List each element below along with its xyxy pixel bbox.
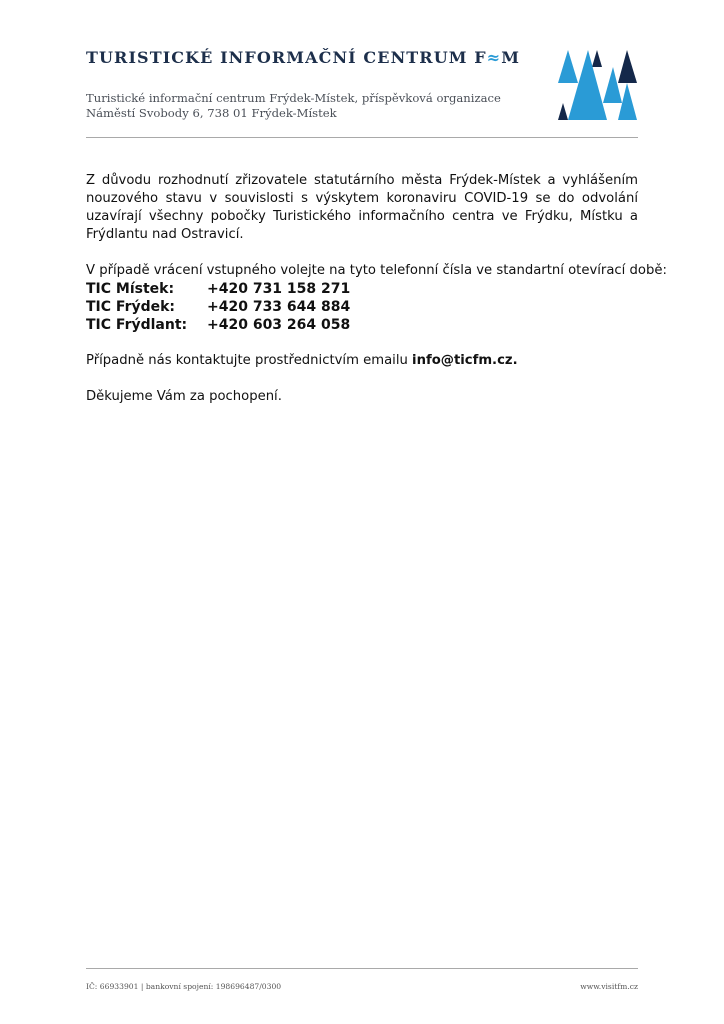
contact-row <box>86 316 638 334</box>
contact-row <box>86 298 638 316</box>
logo-triangle <box>603 67 622 103</box>
logo-triangle <box>568 50 607 120</box>
organization-address-line: Náměstí Svobody 6, 738 01 Frýdek-Místek <box>86 106 337 120</box>
footer-website-link[interactable]: www.visitfm.cz <box>580 982 638 991</box>
thanks-paragraph: Děkujeme Vám za pochopení. <box>86 389 282 404</box>
email-paragraph <box>86 352 638 370</box>
organization-title-symbol: ≈ <box>486 48 502 67</box>
closure-paragraph: Z důvodu rozhodnutí zřizovatele statutárního města Frýdek-Místek a vyhlášením nouzového stavu v souvislosti s výskytem koronaviru COVID-19 se do odvolání uzavírají všechny pobočky Turistického informačního centra ve Frýdku, Místku a Frýdlantu nad Ostravicí. <box>86 173 638 242</box>
email-intro: Případně nás kontaktujte prostřednictvím emailu <box>86 353 413 368</box>
logo-triangle <box>618 50 637 83</box>
organization-name-line: Turistické informační centrum Frýdek-Místek, příspěvková organizace <box>86 91 501 105</box>
organization-address <box>86 91 501 121</box>
contact-label: TIC Frýdlant: <box>86 317 188 333</box>
logo-triangle <box>558 103 568 120</box>
mountains-logo-icon <box>555 45 645 125</box>
footer-company-info: IČ: 66933901 | bankovní spojení: 198696487/0300 <box>86 982 282 991</box>
contact-label: TIC Frýdek: <box>86 299 176 315</box>
refund-intro: V případě vrácení vstupného volejte na tyto telefonní čísla ve standartní otevírací době: <box>86 263 667 278</box>
email-link[interactable]: info@ticfm.cz. <box>412 353 518 368</box>
contact-row <box>86 280 638 298</box>
organization-title-end: M <box>501 48 521 67</box>
footer-divider <box>86 968 638 969</box>
contact-phone[interactable]: +420 731 158 271 <box>207 281 351 297</box>
logo-triangle <box>558 50 578 83</box>
header-divider <box>86 137 638 138</box>
contact-label: TIC Místek: <box>86 281 175 297</box>
refund-contacts <box>86 262 667 334</box>
contact-phone[interactable]: +420 733 644 884 <box>207 299 351 315</box>
organization-title <box>86 48 520 67</box>
logo-triangle <box>592 50 602 67</box>
contact-phone[interactable]: +420 603 264 058 <box>207 317 351 333</box>
organization-title-main: TURISTICKÉ INFORMAČNÍ CENTRUM F <box>86 48 487 67</box>
letter-body <box>86 172 667 424</box>
